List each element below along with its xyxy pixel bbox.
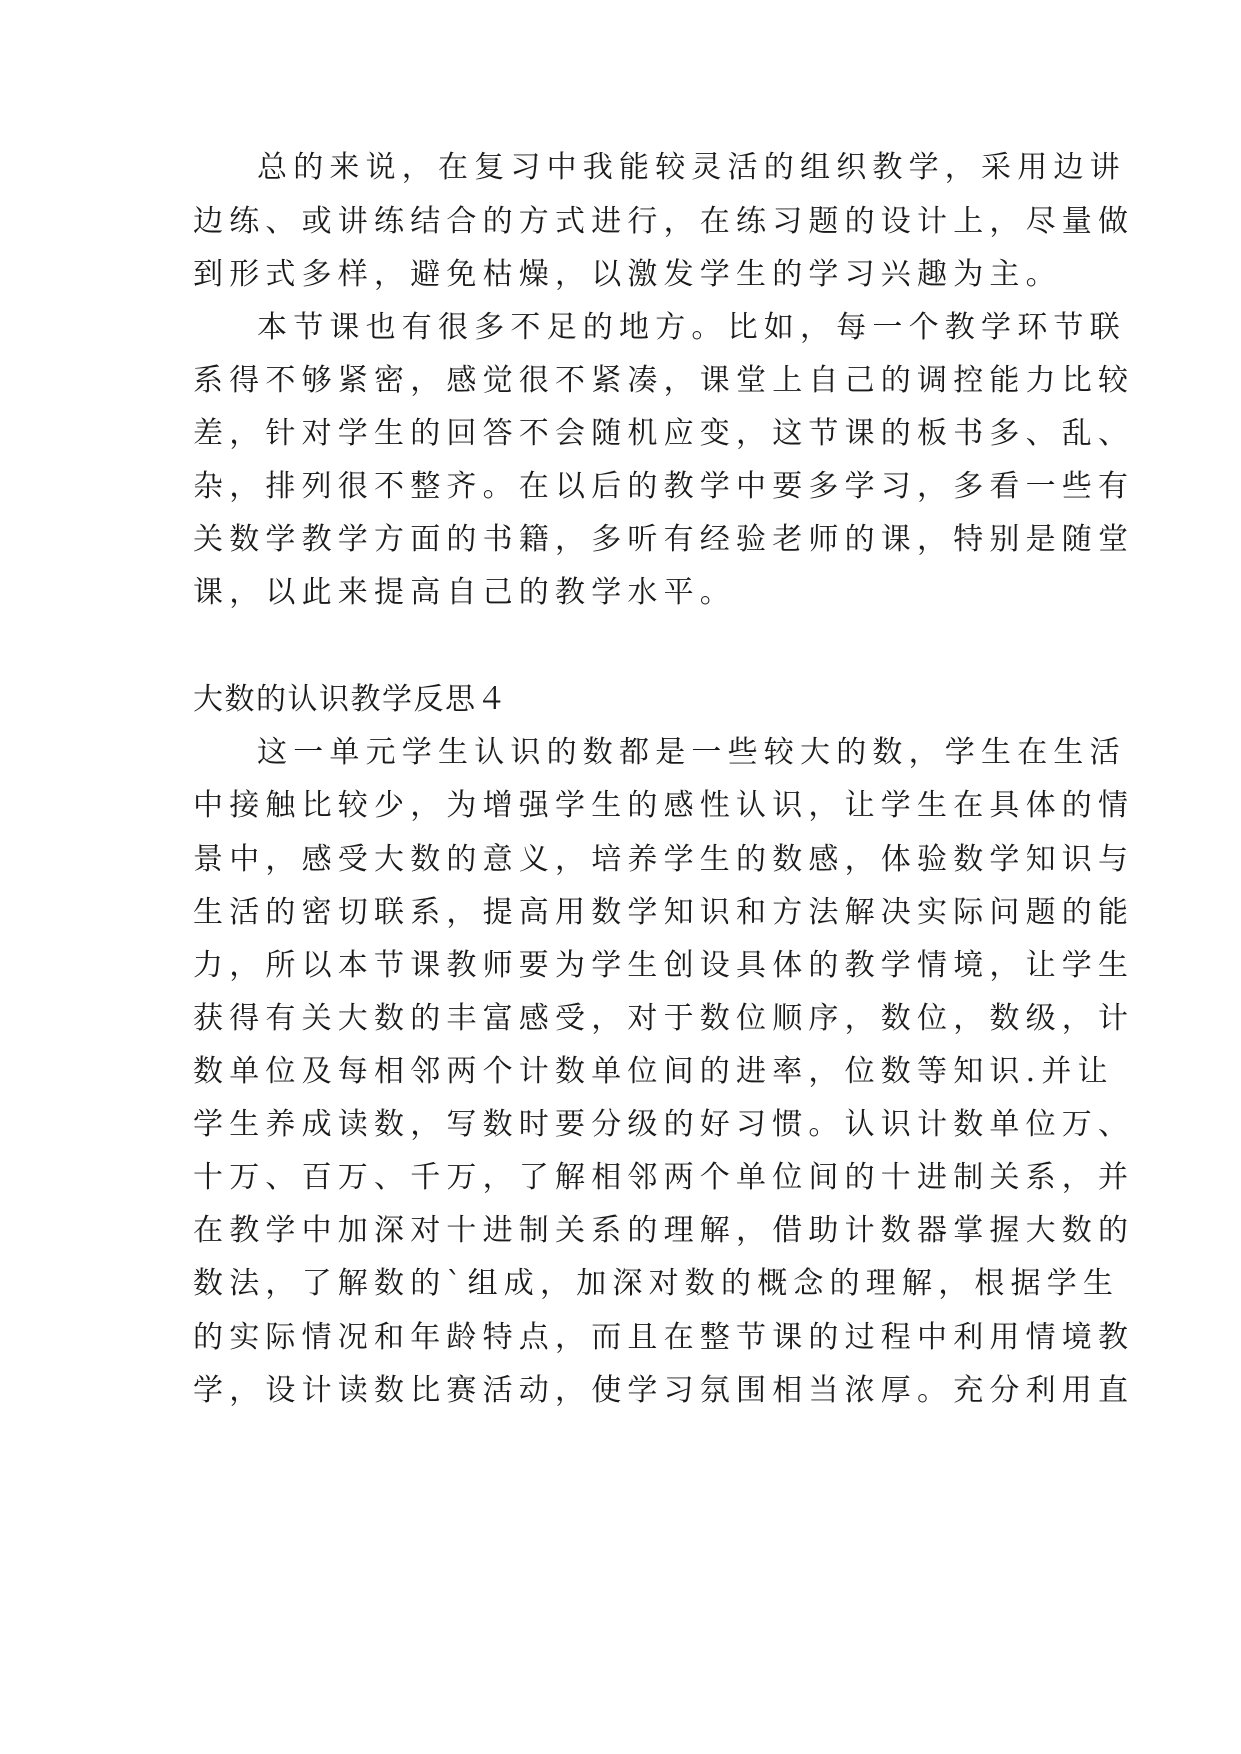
text-line: 学生养成读数，写数时要分级的好习惯。认识计数单位万、 (193, 1107, 1135, 1142)
text-line: 在教学中加深对十进制关系的理解，借助计数器掌握大数的 (193, 1213, 1135, 1248)
text-line: 景中，感受大数的意义，培养学生的数感，体验数学知识与 (193, 842, 1135, 877)
text-line: 获得有关大数的丰富感受，对于数位顺序，数位，数级，计 (193, 1001, 1135, 1036)
text-line: 边练、或讲练结合的方式进行，在练习题的设计上，尽量做 (193, 204, 1135, 239)
text-line: 的实际情况和年龄特点，而且在整节课的过程中利用情境教 (193, 1320, 1135, 1355)
text-line: 这一单元学生认识的数都是一些较大的数，学生在生活 (257, 735, 1126, 770)
text-line: 系得不够紧密，感觉很不紧凑，课堂上自己的调控能力比较 (193, 363, 1135, 398)
text-line: 关数学教学方面的书籍，多听有经验老师的课，特别是随堂 (193, 522, 1135, 557)
text-line: 差，针对学生的回答不会随机应变，这节课的板书多、乱、 (193, 416, 1135, 451)
text-line: 学，设计读数比赛活动，使学习氛围相当浓厚。充分利用直 (193, 1373, 1135, 1408)
text-line: 本节课也有很多不足的地方。比如，每一个教学环节联 (257, 310, 1126, 345)
text-line: 总的来说，在复习中我能较灵活的组织教学，采用边讲 (257, 150, 1126, 185)
text-line: 力，所以本节课教师要为学生创设具体的教学情境，让学生 (193, 948, 1135, 983)
text-line: 数法，了解数的`组成，加深对数的概念的理解，根据学生 (193, 1266, 1120, 1301)
text-line: 十万、百万、千万，了解相邻两个单位间的十进制关系，并 (193, 1160, 1135, 1195)
text-line: 课，以此来提高自己的教学水平。 (193, 575, 736, 610)
text-line: 到形式多样，避免枯燥，以激发学生的学习兴趣为主。 (193, 257, 1062, 292)
text-line: 中接触比较少，为增强学生的感性认识，让学生在具体的情 (193, 788, 1135, 823)
text-line: 数单位及每相邻两个计数单位间的进率，位数等知识.并让 (193, 1054, 1114, 1089)
section-heading: 大数的认识教学反思４ (193, 682, 508, 717)
text-line: 生活的密切联系，提高用数学知识和方法解决实际问题的能 (193, 895, 1135, 930)
text-line: 杂，排列很不整齐。在以后的教学中要多学习，多看一些有 (193, 469, 1135, 504)
